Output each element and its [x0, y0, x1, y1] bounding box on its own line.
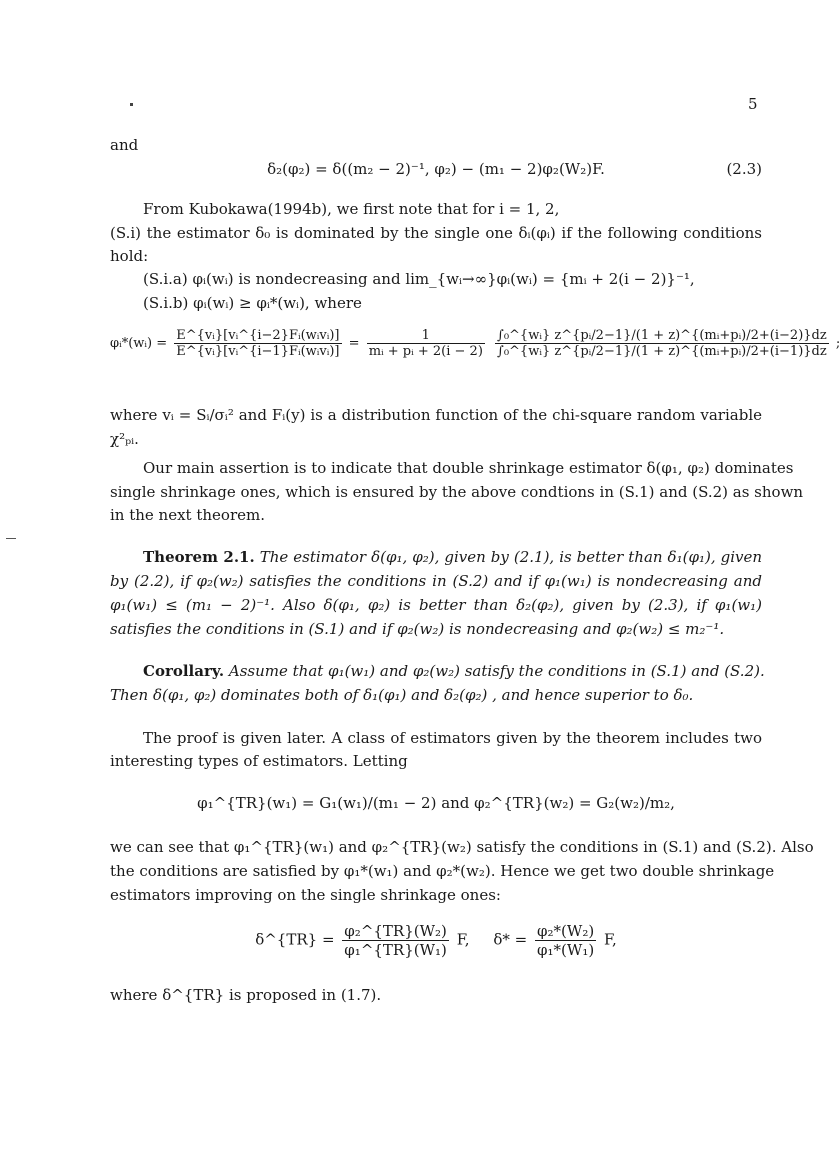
- equation-end: ;: [835, 336, 840, 351]
- condition-b: (S.i.b) φᵢ(wᵢ) ≥ φᵢ*(wᵢ), where: [143, 294, 362, 312]
- corollary-label: Corollary.: [143, 662, 225, 680]
- fraction-numerator: E^{vᵢ}[vᵢ^{i−2}Fᵢ(wᵢvᵢ)]: [176, 328, 340, 343]
- theorem-line: [110, 548, 762, 566]
- paragraph-line: From Kubokawa(1994b), we first note that for i = 1, 2,: [143, 200, 560, 218]
- text-and: and: [110, 136, 139, 154]
- fraction: [535, 922, 596, 959]
- paragraph-line: in the next theorem.: [110, 506, 265, 524]
- fraction: [174, 328, 341, 359]
- fraction-numerator: 1: [367, 328, 485, 344]
- page-number: 5: [748, 95, 758, 113]
- fraction-denominator: E^{vᵢ}[vᵢ^{i−1}Fᵢ(wᵢvᵢ)]: [176, 344, 340, 359]
- fraction: [342, 922, 449, 959]
- theorem-line: φ₁(w₁) ≤ (m₁ − 2)⁻¹. Also δ(φ₁, φ₂) is better than δ₂(φ₂), given by (2.3), if φ₁(w₁): [110, 596, 762, 614]
- delta-tr-lhs: δ^{TR} =: [255, 930, 335, 949]
- fraction-numerator: ∫₀^{wᵢ} z^{pᵢ/2−1}/(1 + z)^{(mᵢ+pᵢ)/2+(i−2)}dz: [497, 328, 827, 343]
- fraction-denominator: mᵢ + pᵢ + 2(i − 2): [368, 344, 483, 359]
- paragraph-line: hold:: [110, 247, 149, 265]
- fraction-numerator: φ₂^{TR}(W₂): [344, 922, 447, 940]
- condition-a: (S.i.a) φᵢ(wᵢ) is nondecreasing and lim_{wᵢ→∞}φᵢ(wᵢ) = {mᵢ + 2(i − 2)}⁻¹,: [143, 270, 695, 288]
- equation-tr: φ₁^{TR}(w₁) = G₁(w₁)/(m₁ − 2) and φ₂^{TR}(w₂) = G₂(w₂)/m₂,: [197, 794, 675, 812]
- fraction-denominator: φ₁^{TR}(W₁): [344, 941, 447, 959]
- paragraph-line: we can see that φ₁^{TR}(w₁) and φ₂^{TR}(w₂) satisfy the conditions in (S.1) and (S.2). Also: [110, 838, 814, 856]
- paragraph-line: where δ^{TR} is proposed in (1.7).: [110, 986, 382, 1004]
- theorem-line: satisfies the conditions in (S.1) and if φ₂(w₂) is nondecreasing and φ₂(w₂) ≤ m₂⁻¹.: [110, 620, 725, 638]
- eq-phi-lhs: φᵢ*(wᵢ) =: [110, 336, 168, 351]
- equation-delta: [110, 922, 762, 959]
- theorem-label: Theorem 2.1.: [143, 548, 255, 566]
- paragraph-line: single shrinkage ones, which is ensured by the above condtions in (S.1) and (S.2) as shown: [110, 483, 804, 501]
- corollary-line: Then δ(φ₁, φ₂) dominates both of δ₁(φ₁) and δ₂(φ₂) , and hence superior to δ₀.: [110, 686, 694, 704]
- fraction: [495, 328, 829, 359]
- margin-mark: [6, 538, 16, 539]
- equation-phi-star: [110, 328, 840, 359]
- paragraph-line: estimators improving on the single shrinkage ones:: [110, 886, 501, 904]
- paragraph-line: the conditions are satisfied by φ₁*(w₁) and φ₂*(w₂). Hence we get two double shrinkage: [110, 862, 775, 880]
- equals-sign: =: [348, 336, 360, 351]
- theorem-text: The estimator δ(φ₁, φ₂), given by (2.1), is better than δ₁(φ₁), given: [259, 548, 763, 566]
- corollary-line: [110, 662, 765, 680]
- paragraph-line: where vᵢ = Sᵢ/σᵢ² and Fᵢ(y) is a distribution function of the chi-square random variable: [110, 406, 762, 424]
- theorem-line: by (2.2), if φ₂(w₂) satisfies the conditions in (S.2) and if φ₁(w₁) is nondecreasing and: [110, 572, 762, 590]
- paragraph-line: The proof is given later. A class of estimators given by the theorem includes two: [143, 729, 762, 747]
- fraction-denominator: φ₁*(W₁): [537, 941, 595, 959]
- paragraph-line: χ²ₚᵢ.: [110, 430, 139, 448]
- scan-speck: [130, 103, 133, 106]
- delta-tr-end: F,: [456, 930, 470, 949]
- equation-number: (2.3): [726, 160, 762, 178]
- paragraph-line: Our main assertion is to indicate that double shrinkage estimator δ(φ₁, φ₂) dominates: [143, 459, 794, 477]
- fraction-denominator: ∫₀^{wᵢ} z^{pᵢ/2−1}/(1 + z)^{(mᵢ+pᵢ)/2+(i−1)}dz: [497, 344, 827, 359]
- fraction: [367, 328, 485, 359]
- delta-star-lhs: δ* =: [493, 930, 528, 949]
- equation-2-3: [110, 160, 762, 178]
- corollary-text: Assume that φ₁(w₁) and φ₂(w₂) satisfy the conditions in (S.1) and (S.2).: [228, 662, 765, 680]
- paragraph-line: interesting types of estimators. Letting: [110, 752, 408, 770]
- paragraph-line: (S.i) the estimator δ₀ is dominated by the single one δᵢ(φᵢ) if the following conditions: [110, 224, 762, 242]
- delta-star-end: F,: [603, 930, 617, 949]
- fraction-numerator: φ₂*(W₂): [537, 922, 595, 940]
- equation-2-3-body: δ₂(φ₂) = δ((m₂ − 2)⁻¹, φ₂) − (m₁ − 2)φ₂(W₂)F.: [267, 160, 605, 178]
